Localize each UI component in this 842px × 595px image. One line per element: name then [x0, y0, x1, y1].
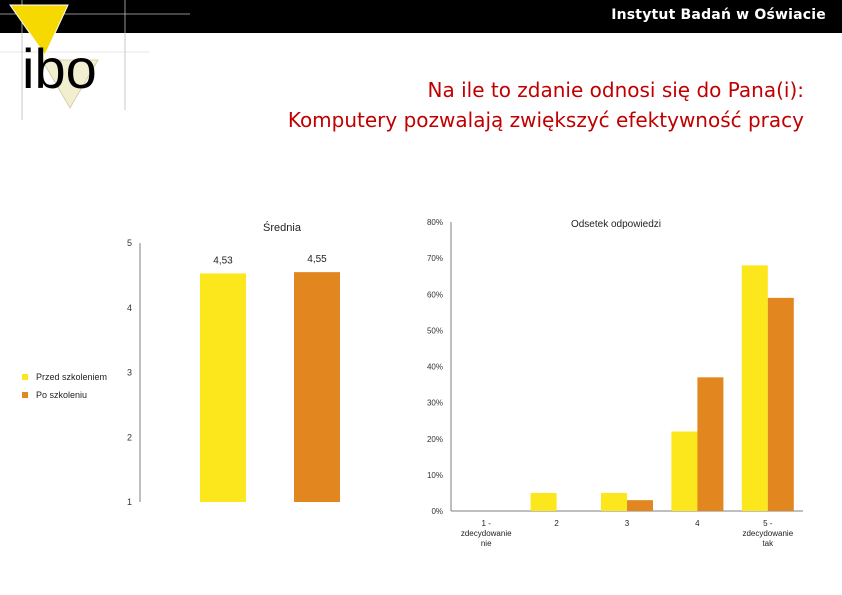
legend-label-before: Przed szkoleniem	[36, 372, 108, 382]
x-tick-label-line: nie	[480, 539, 492, 548]
x-tick-label	[461, 519, 512, 548]
bar-before	[601, 493, 627, 511]
data-label: 4,53	[213, 255, 233, 267]
bar-after	[627, 500, 653, 511]
x-tick-label-line: zdecydowanie	[460, 529, 512, 538]
chart-title: Odsetek odpowiedzi	[570, 219, 662, 230]
x-tick-label-line: 1 -	[481, 519, 491, 528]
bar-after	[768, 298, 794, 511]
y-tick-label: 80%	[426, 218, 443, 227]
y-tick-label: 30%	[426, 398, 443, 408]
bar-before	[531, 493, 557, 511]
bar-before	[671, 432, 697, 511]
x-tick-label-line: tak	[762, 539, 774, 548]
x-tick-label-line: 2	[554, 519, 559, 528]
y-tick-label: 20%	[426, 434, 443, 444]
y-tick-label: 50%	[426, 326, 443, 336]
x-tick-label-line: 4	[695, 519, 700, 528]
y-tick-label: 70%	[426, 254, 443, 264]
y-tick-label: 5	[126, 238, 132, 248]
institution-name: Instytut Badań w Oświacie	[611, 7, 826, 23]
title-line-2: Komputery pozwalają zwiększyć efektywność pracy	[287, 108, 804, 132]
x-tick-label	[554, 519, 559, 528]
x-tick-label-line: 5 -	[763, 519, 773, 528]
bar-after	[697, 377, 723, 511]
x-tick-label-line: 3	[624, 519, 630, 528]
legend-label-after: Po szkoleniu	[36, 390, 88, 400]
y-tick-label: 40%	[426, 362, 443, 372]
y-tick-label: 10%	[426, 470, 443, 480]
y-tick-label: 1	[126, 497, 132, 507]
y-tick-label: 0%	[431, 507, 443, 516]
title-line-1: Na ile to zdanie odnosi się do Pana(i):	[427, 78, 804, 102]
chart-title: Średnia	[263, 222, 301, 234]
x-tick-label	[625, 519, 630, 528]
x-tick-label	[695, 519, 700, 528]
bar-before	[742, 265, 768, 511]
data-label: 4,55	[307, 254, 327, 266]
x-tick-label-line: zdecydowanie	[742, 529, 794, 538]
y-tick-label: 2	[126, 432, 132, 443]
x-tick-label	[742, 519, 793, 548]
svg-text:ibo: ibo	[22, 37, 97, 100]
y-tick-label: 3	[126, 367, 132, 378]
y-tick-label: 60%	[426, 290, 443, 300]
y-tick-label: 4	[126, 302, 132, 313]
